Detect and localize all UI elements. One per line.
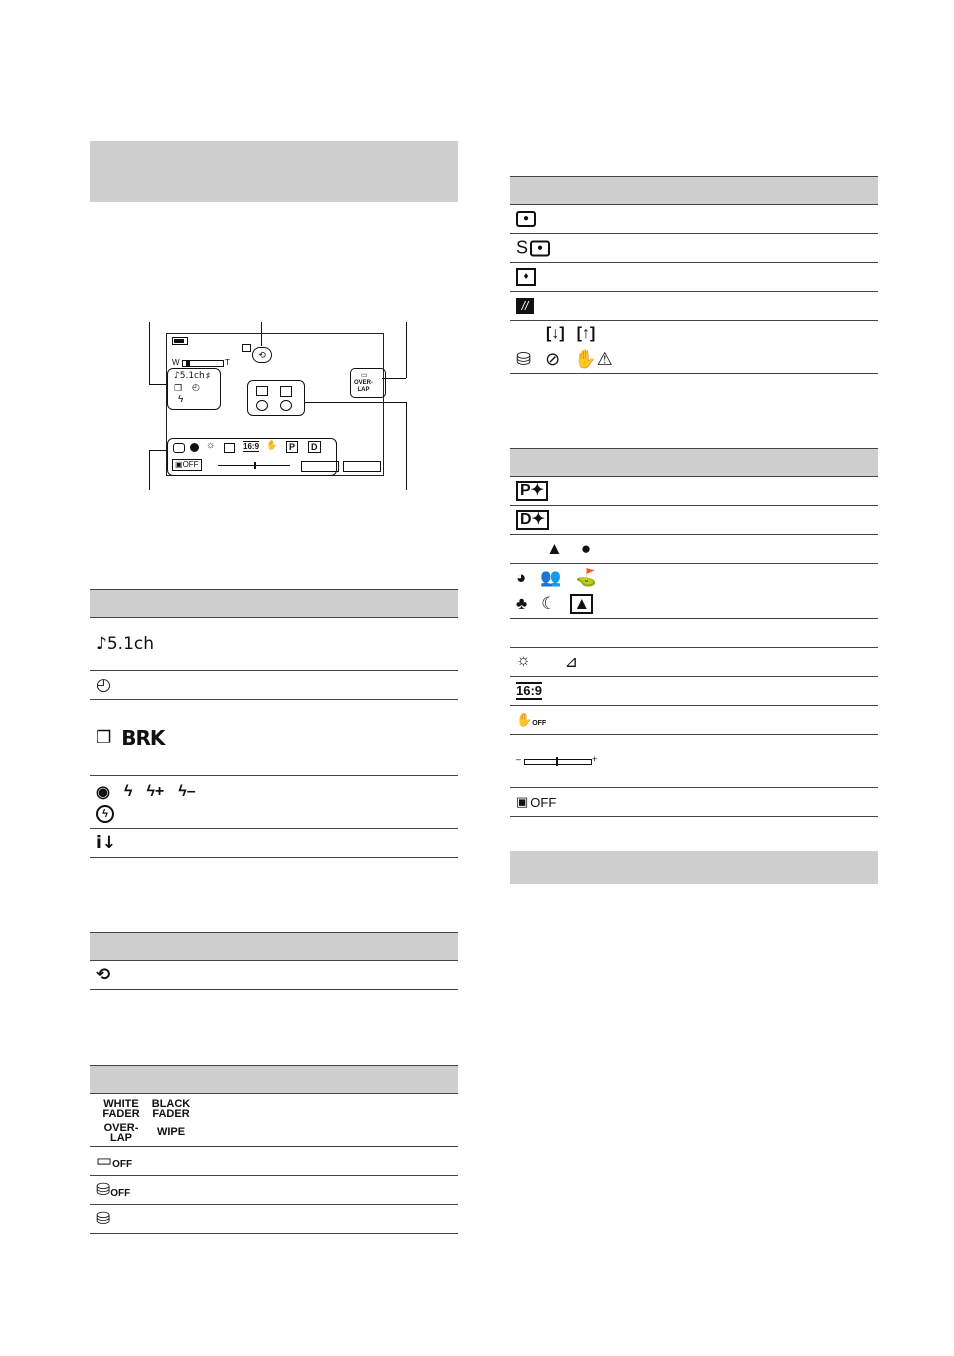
table-row: ▭ OFF	[90, 1147, 458, 1176]
table-row	[510, 234, 878, 263]
cassette-icon	[242, 344, 251, 352]
eye-icon	[256, 386, 268, 396]
steadyshot-off-icon: ✋	[516, 712, 533, 727]
repeat-icon: ⟲	[96, 965, 111, 985]
table-row	[510, 535, 878, 564]
disc-icon: ⛁	[96, 1209, 111, 1229]
spotlight-icon: ◕	[516, 568, 527, 587]
table-row: ⛁ OFF	[90, 1176, 458, 1205]
lcd-button-1	[301, 461, 339, 472]
camera-off-icon: ▣	[516, 794, 529, 809]
focus-far-icon: [↑]	[576, 325, 596, 342]
flash-plus-icon: ϟ+	[146, 783, 165, 800]
scene-group	[247, 380, 305, 416]
mic-icon: ♯	[206, 371, 210, 380]
exposure-bar-icon: – +	[516, 754, 598, 764]
zoom-t-label: T	[225, 358, 230, 367]
disc-off-warn-icon: ⊘	[545, 349, 561, 369]
table-row	[510, 477, 878, 506]
table-row	[90, 829, 458, 858]
candle-icon: ♦	[516, 268, 536, 286]
callout-line-left-top	[149, 322, 150, 384]
wide-icon: 16:9	[243, 442, 260, 451]
landscape-icon: ▲	[546, 539, 563, 558]
table-row	[90, 961, 458, 990]
table-row	[510, 321, 878, 374]
left-table-1	[90, 589, 458, 858]
callout-line-right-bottom	[406, 402, 407, 490]
flash-icon: ϟ	[123, 783, 133, 800]
table-row	[90, 1205, 458, 1234]
table-row	[510, 564, 878, 619]
table-row	[510, 648, 878, 677]
wipe-label: WIPE	[156, 1126, 186, 1138]
steadyshot-off-icon: ✋	[266, 440, 278, 450]
flash-off-icon: ϟ	[96, 805, 114, 823]
right-table-1	[510, 176, 878, 374]
eye-icon: ●	[516, 211, 536, 227]
backlight-icon	[224, 443, 235, 453]
self-timer-icon: ◴	[96, 675, 111, 695]
table-row	[90, 671, 458, 700]
table-row: ▣ OFF	[510, 788, 878, 817]
mic-level-icon: i↓	[96, 833, 117, 853]
shake-warning-icon: ✋⚠	[574, 349, 613, 369]
sun-icon: ☼	[206, 440, 216, 451]
left-table-2	[90, 932, 458, 990]
s-eye-label: S	[516, 237, 529, 258]
sharpness-icon: //	[516, 298, 534, 314]
callout-line-left-top-h	[149, 384, 167, 385]
zoom-w-label: W	[172, 358, 180, 367]
focus-near-icon: [↓]	[546, 325, 565, 342]
table-row	[510, 735, 878, 788]
spotlight-icon	[190, 443, 199, 452]
burst-icon: ❐	[174, 383, 183, 393]
self-timer-icon: ◴	[192, 382, 200, 392]
table-header	[510, 448, 878, 477]
landscape-scene-icon: ▲	[570, 594, 593, 614]
callout-line-left-bottom	[149, 450, 150, 490]
flash-minus-icon: ϟ–	[178, 783, 196, 800]
lcd-screen	[166, 333, 384, 476]
focus-icon	[173, 443, 185, 453]
audio-flash-group	[167, 368, 221, 410]
note-5-1ch-icon: ♪5.1ch	[96, 634, 155, 654]
table-row	[510, 619, 878, 648]
callout-line-left-bottom-h	[149, 450, 167, 451]
table-row	[90, 700, 458, 776]
overlap-label: OVER- LAP	[354, 380, 374, 393]
table-row: ✋ OFF	[510, 706, 878, 735]
flash-icon: ϟ	[178, 394, 184, 405]
white-fader-label: WHITE FADER	[102, 1098, 140, 1120]
brk-icon: BRK	[121, 725, 165, 750]
table-row	[510, 205, 878, 234]
left-table-3	[90, 1065, 458, 1234]
camera-off-icon: ▣OFF	[172, 459, 202, 471]
table-row	[510, 506, 878, 535]
sun-icon: ☼	[516, 652, 531, 669]
table-header	[510, 176, 878, 205]
portrait-icon: ●	[580, 539, 592, 558]
picture-effect-icon: P✦	[516, 481, 548, 501]
digital-effect-icon: D	[308, 441, 321, 453]
candle-icon	[280, 386, 292, 397]
table-row	[90, 776, 458, 829]
section-title-box-2	[510, 851, 878, 884]
burst-icon: ❐	[96, 727, 112, 748]
table-header	[90, 1065, 458, 1094]
disc-off-icon: ⛁	[96, 1180, 111, 1200]
overlap-off-icon: ▭	[361, 372, 368, 379]
beach-icon: ♣	[516, 594, 528, 613]
table-header	[90, 932, 458, 961]
sports-icon: ⛳	[575, 568, 597, 587]
table-row	[510, 292, 878, 321]
overlap-off-icon: ▭	[96, 1151, 113, 1171]
overlap-label: OVER- LAP	[103, 1122, 139, 1144]
picture-effect-icon: P	[286, 441, 298, 453]
battery-icon	[172, 337, 188, 345]
red-eye-icon: ◉	[96, 784, 110, 801]
digital-effect-icon: D✦	[516, 510, 549, 530]
disc-warn-icon	[256, 400, 268, 411]
table-row	[510, 677, 878, 706]
audio-5-1ch-label: ♪5.1ch	[174, 371, 205, 381]
repeat-icon: ⟲	[252, 347, 272, 363]
s-eye-icon: ●	[530, 240, 550, 256]
zoom-bar	[182, 360, 224, 367]
table-row	[510, 263, 878, 292]
backlight-icon: ⊿	[564, 654, 579, 671]
right-table-2	[510, 448, 878, 817]
table-row	[90, 1094, 458, 1147]
black-fader-label: BLACK FADER	[151, 1098, 191, 1120]
sunset-icon: ☾	[541, 594, 557, 613]
lcd-button-2	[343, 461, 381, 472]
table-row	[90, 618, 458, 671]
callout-line-right-top	[406, 322, 407, 378]
disc-off-warn-icon	[280, 400, 292, 411]
disc-warn-icon: ⛁	[516, 349, 532, 369]
wide-icon: 16:9	[516, 683, 543, 698]
table-header	[90, 589, 458, 618]
portrait-scene-icon: 👥	[540, 568, 562, 587]
exposure-bar	[218, 465, 290, 466]
overlap-group	[350, 368, 386, 398]
section-title-box	[90, 141, 458, 202]
